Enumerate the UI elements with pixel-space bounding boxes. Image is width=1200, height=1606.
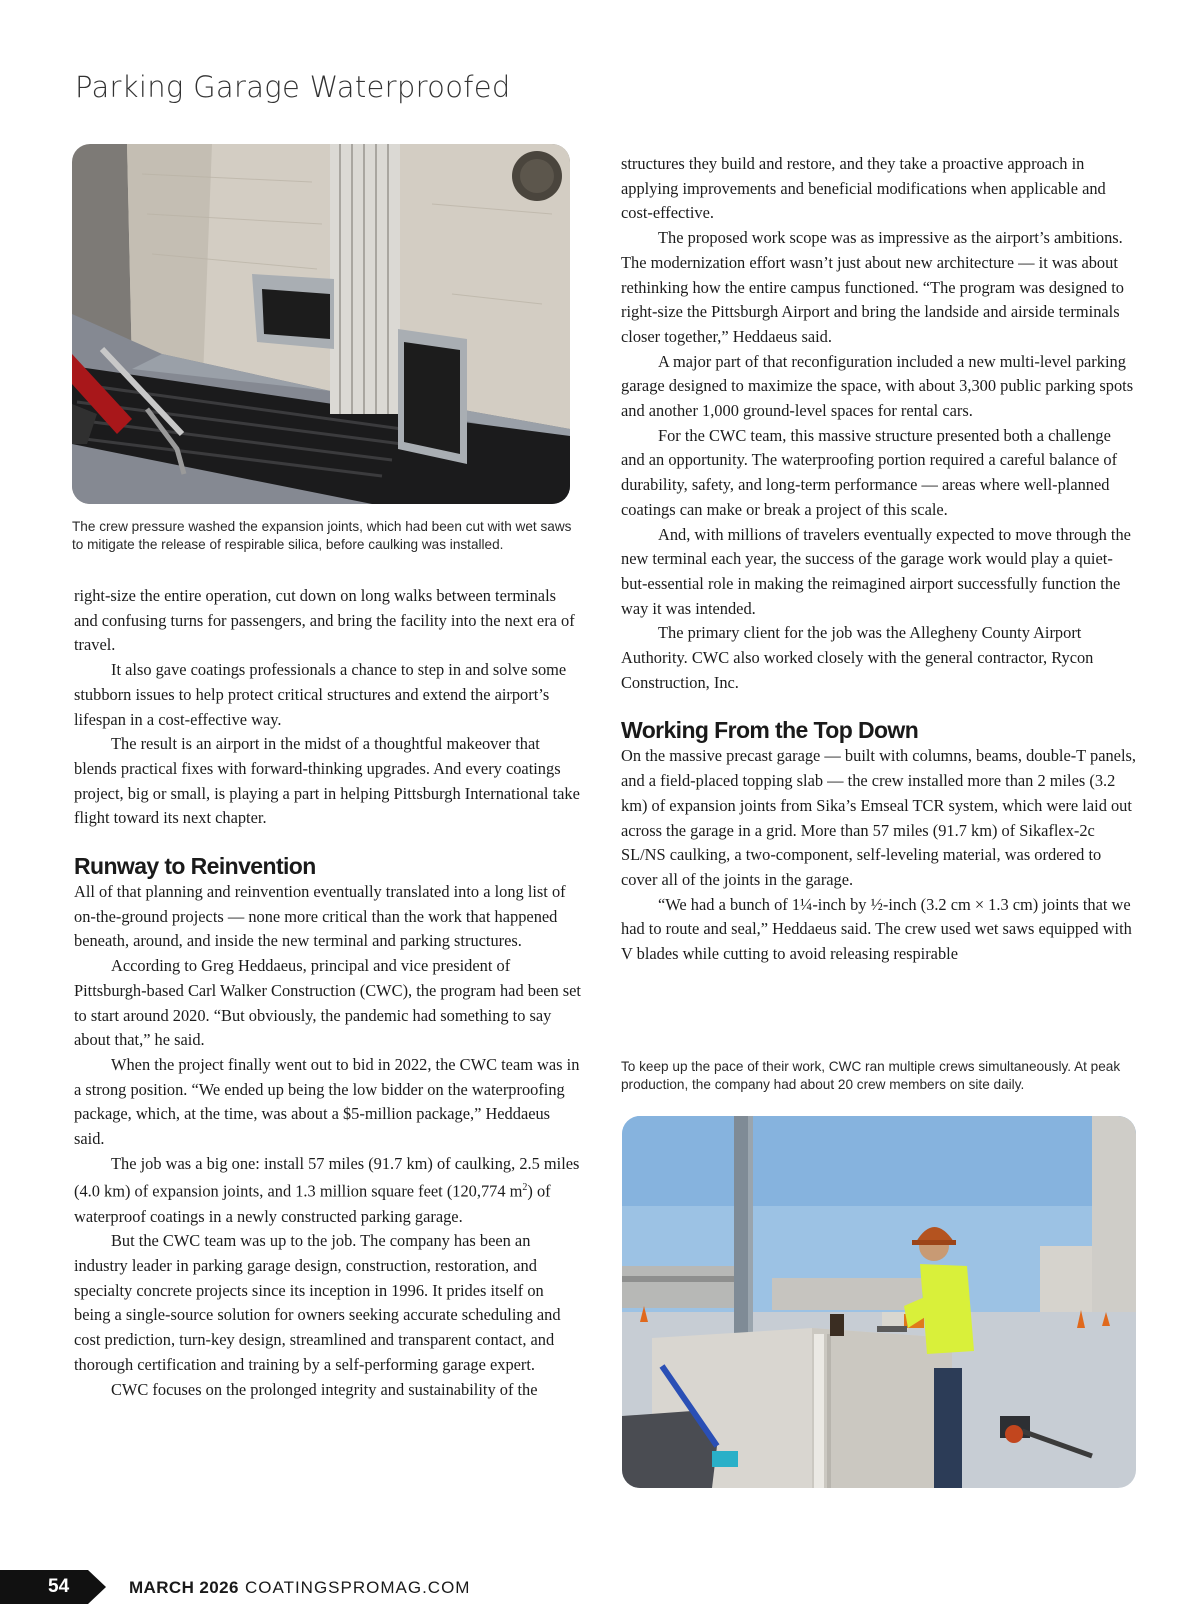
left-paragraph: It also gave coatings professionals a chance to step in and solve some stubborn issues to help protect critical structures and extend the airport’s lifespan in a cost-effective way.	[74, 660, 567, 729]
right-paragraph: The primary client for the job was the Allegheny County Airport Authority. CWC also worked closely with the general contractor, Rycon Construction, Inc.	[621, 623, 1094, 692]
top-photo-caption: The crew pressure washed the expansion joints, which had been cut with wet saws to mitigate the release of respirable silica, before caulking was installed.	[72, 519, 572, 552]
job-text-after: ) of waterproof coatings in a newly constructed parking garage.	[74, 1181, 551, 1226]
crew-worker-photo	[622, 1116, 1136, 1488]
runway-to-reinvention-heading: Runway to Reinvention	[74, 853, 316, 880]
squared-superscript: 2	[522, 1182, 528, 1194]
page-section-title: Parking Garage Waterproofed	[75, 70, 511, 104]
left-column	[74, 584, 582, 1402]
right-paragraph: And, with millions of travelers eventually expected to move through the new terminal each year, the success of the garage work would play a quiet-but-essential role in making the reimagined airport successfully function the way it was intended.	[621, 524, 1131, 618]
bottom-photo-caption: To keep up the pace of their work, CWC ran multiple crews simultaneously. At peak production, the company had about 20 crew members on site daily.	[621, 1059, 1121, 1092]
right-paragraph: A major part of that reconfiguration included a new multi-level parking garage designed to maximize the space, with about 3,300 public parking spots and another 1,000 ground-level spaces for rental cars.	[621, 351, 1134, 421]
right-paragraph: structures they build and restore, and they take a proactive approach in applying improvements and beneficial modifications when applicable and cost-effective.	[621, 154, 1106, 223]
right-paragraph: The proposed work scope was as impressive as the airport’s ambitions. The modernization effort wasn’t just about new architecture — it was about rethinking how the entire campus functioned. “The program was designed to right-size the Pittsburgh Airport and bring the landside and airside terminals closer together,” Heddaeus said.	[621, 228, 1124, 346]
right-paragraph: “We had a bunch of 1¼-inch by ½-inch (3.2 cm × 1.3 cm) joints that we had to route and seal,” Heddaeus said. The crew used wet saws equipped with V blades while cutting to avoid releasing respirable	[621, 894, 1132, 964]
right-paragraph: For the CWC team, this massive structure presented both a challenge and an opportunity. The waterproofing portion required a careful balance of durability, safety, and long-term performance — areas where well-planned coatings can make or break a project of this scale.	[621, 425, 1118, 519]
left-paragraph: right-size the entire operation, cut down on long walks between terminals and confusing turns for passengers, and bring the facility into the next era of travel.	[74, 586, 575, 655]
magazine-website: COATINGSPROMAG.COM	[245, 1578, 471, 1597]
left-paragraph: CWC focuses on the prolonged integrity and sustainability of the	[111, 1379, 538, 1399]
page-number: 54	[48, 1576, 70, 1597]
right-paragraph: On the massive precast garage — built with columns, beams, double-T panels, and a field-placed topping slab — the crew installed more than 2 miles (3.2 km) of expansion joints from Sika’s Emseal TCR system, which were laid out across the garage in a grid. More than 57 miles (91.7 km) of Sikaflex-2c SL/NS caulking, a two-component, self-leveling material, was ordered to cover all of the joints in the garage.	[621, 746, 1136, 889]
expansion-joint-photo	[72, 144, 570, 504]
job-scope-paragraph	[74, 1152, 582, 1230]
left-paragraph: The result is an airport in the midst of a thoughtful makeover that blends practical fixes with forward-thinking upgrades. And every coatings project, big or small, is playing a part in helping Pittsburgh International take flight toward its next chapter.	[74, 734, 580, 828]
left-paragraph: According to Greg Heddaeus, principal and vice president of Pittsburgh-based Carl Walker Construction (CWC), the program had been set to start around 2020. “But obviously, the pandemic had something to say about that,” he said.	[74, 956, 581, 1050]
job-text-before: The job was a big one: install 57 miles (91.7 km) of caulking, 2.5 miles (4.0 km) of expansion joints, and 1.3 million square feet (120,774 m	[74, 1153, 580, 1201]
issue-date: MARCH 2026	[129, 1578, 239, 1597]
left-paragraph: All of that planning and reinvention eventually translated into a long list of on-the-ground projects — none more critical than the work that happened beneath, around, and inside the new terminal and parking structures.	[74, 882, 566, 951]
right-column	[621, 152, 1138, 967]
left-paragraph: But the CWC team was up to the job. The company has been an industry leader in parking garage design, construction, restoration, and specialty concrete projects since its inception in 1996. It prides itself on being a single-source solution for owners seeking accurate scheduling and cost prediction, turn-key design, streamlined and transparent contact, and thorough certification and training by a self-performing garage expert.	[74, 1231, 561, 1374]
left-paragraph: When the project finally went out to bid in 2022, the CWC team was in a strong position. “We ended up being the low bidder on the waterproofing package, which, at the time, was about a $5-million package,” Heddaeus said.	[74, 1054, 580, 1149]
working-from-the-top-down-heading: Working From the Top Down	[621, 717, 919, 744]
